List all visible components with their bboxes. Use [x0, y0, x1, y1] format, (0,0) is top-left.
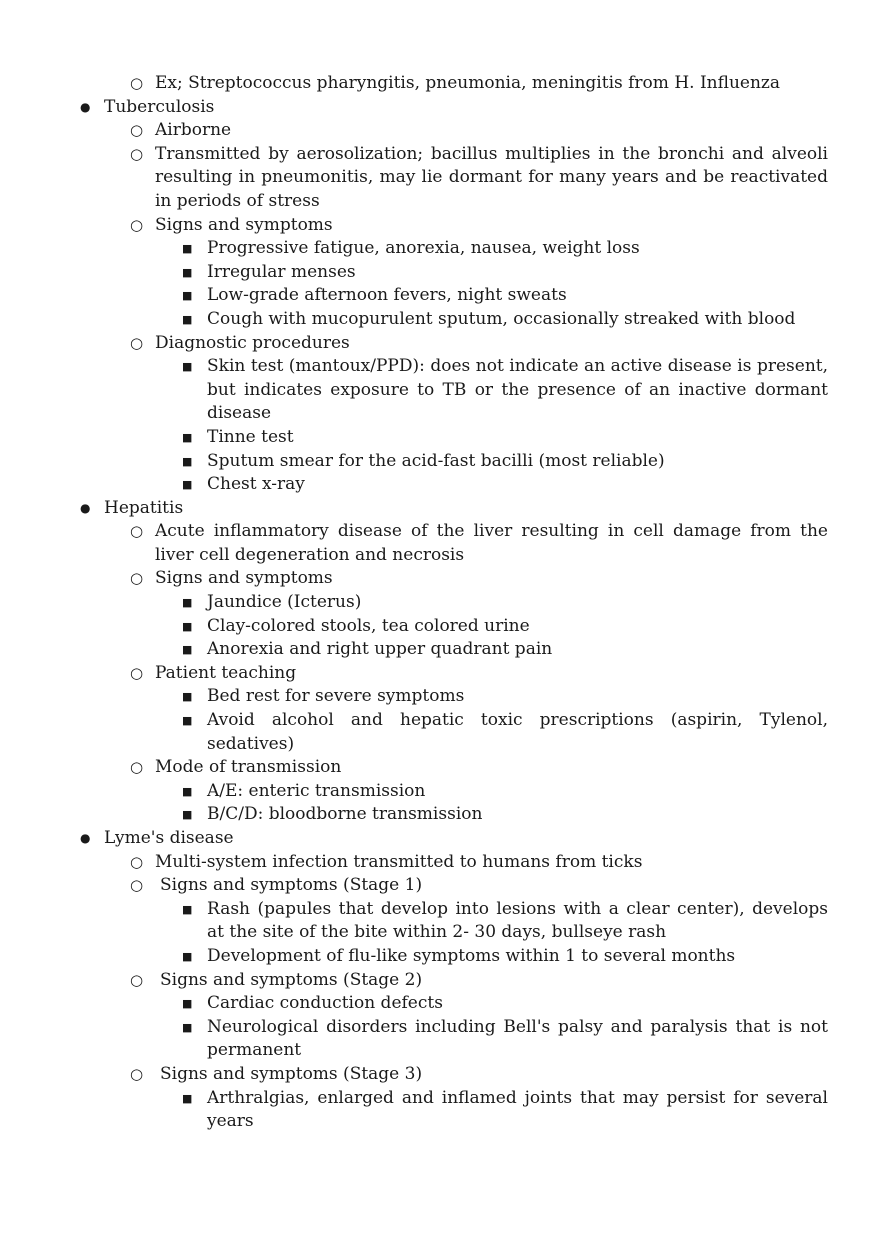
- subheading: Signs and symptoms: [155, 214, 333, 235]
- section-heading-lyme: [0, 827, 880, 851]
- circle-bullet-icon: ○: [130, 663, 144, 682]
- list-item: [0, 780, 880, 804]
- circle-bullet-icon: ○: [130, 144, 144, 163]
- list-item: [0, 308, 880, 332]
- square-bullet-icon: ■: [182, 1091, 193, 1105]
- item-text: Neurological disorders including Bell's palsy and paralysis that is not permanent: [207, 1016, 828, 1061]
- list-item: [0, 1016, 880, 1063]
- list-item: [0, 332, 880, 356]
- list-item: [0, 851, 880, 875]
- square-bullet-icon: ■: [182, 289, 193, 303]
- list-item: [0, 1063, 880, 1087]
- list-item: [0, 638, 880, 662]
- square-bullet-icon: ■: [182, 265, 193, 279]
- item-text: Tinne test: [207, 426, 294, 447]
- item-text: Transmitted by aerosolization; bacillus multiplies in the bronchi and alveoli resulting in pneumonitis, may lie dormant for many years and be reactivated in periods of stress: [155, 143, 828, 211]
- list-item: [0, 685, 880, 709]
- square-bullet-icon: ■: [182, 312, 193, 326]
- circle-bullet-icon: ○: [130, 74, 144, 92]
- subheading: Mode of transmission: [155, 757, 342, 778]
- square-bullet-icon: ■: [182, 478, 193, 492]
- list-item: [0, 261, 880, 285]
- item-text: Airborne: [155, 120, 232, 141]
- list-item: [0, 355, 880, 426]
- item-text: B/C/D: bloodborne transmission: [207, 804, 483, 825]
- item-text: Clay-colored stools, tea colored urine: [207, 615, 530, 636]
- circle-bullet-icon: ○: [130, 333, 144, 352]
- item-text: Arthralgias, enlarged and inflamed joints that may persist for several years: [207, 1087, 828, 1132]
- section-heading-tuberculosis: [0, 96, 880, 120]
- list-item: [0, 72, 880, 96]
- list-item: [0, 426, 880, 450]
- disc-bullet-icon: ●: [80, 500, 91, 515]
- list-item: [0, 874, 880, 898]
- list-item: [0, 520, 880, 567]
- circle-bullet-icon: ○: [130, 852, 144, 871]
- item-text: A/E: enteric transmission: [207, 780, 426, 801]
- circle-bullet-icon: ○: [130, 522, 144, 541]
- list-item: [0, 284, 880, 308]
- square-bullet-icon: ■: [182, 784, 193, 798]
- square-bullet-icon: ■: [182, 430, 193, 444]
- item-text: Cough with mucopurulent sputum, occasionally streaked with blood: [207, 308, 796, 329]
- section-heading-hepatitis: [0, 497, 880, 521]
- list-item: [0, 567, 880, 591]
- list-item: [0, 591, 880, 615]
- item-text: Acute inflammatory disease of the liver resulting in cell damage from the liver cell degeneration and necrosis: [155, 521, 828, 565]
- square-bullet-icon: ■: [182, 808, 193, 822]
- item-text: Multi-system infection transmitted to humans from ticks: [155, 851, 643, 872]
- example-text: Ex; Streptococcus pharyngitis, pneumonia, meningitis from H. Influenza: [155, 73, 780, 93]
- square-bullet-icon: ■: [182, 643, 193, 657]
- list-item: [0, 992, 880, 1016]
- square-bullet-icon: ■: [182, 690, 193, 704]
- list-item: [0, 615, 880, 639]
- square-bullet-icon: ■: [182, 454, 193, 468]
- list-item: [0, 143, 880, 214]
- item-text: Irregular menses: [207, 261, 356, 282]
- list-item: [0, 756, 880, 780]
- list-item: [0, 945, 880, 969]
- item-text: Chest x-ray: [207, 474, 305, 495]
- circle-bullet-icon: ○: [130, 569, 144, 588]
- square-bullet-icon: ■: [182, 714, 193, 728]
- circle-bullet-icon: ○: [130, 970, 144, 989]
- document-page: [0, 72, 880, 1134]
- subheading: Diagnostic procedures: [155, 332, 350, 353]
- circle-bullet-icon: ○: [130, 1064, 144, 1083]
- list-item: [0, 803, 880, 827]
- section-title: Hepatitis: [104, 497, 184, 518]
- subheading: Patient teaching: [155, 662, 297, 683]
- list-item: [0, 214, 880, 238]
- circle-bullet-icon: ○: [130, 121, 144, 140]
- list-item: [0, 1087, 880, 1134]
- subheading: Signs and symptoms: [155, 568, 333, 589]
- item-text: Avoid alcohol and hepatic toxic prescriptions (aspirin, Tylenol, sedatives): [207, 710, 828, 754]
- square-bullet-icon: ■: [182, 242, 193, 256]
- list-item: [0, 473, 880, 497]
- item-text: Cardiac conduction defects: [207, 993, 443, 1014]
- item-text: Sputum smear for the acid-fast bacilli (most reliable): [207, 450, 665, 471]
- list-item: [0, 709, 880, 756]
- list-item: [0, 662, 880, 686]
- subheading: Signs and symptoms (Stage 1): [160, 875, 423, 896]
- square-bullet-icon: ■: [182, 619, 193, 633]
- disc-bullet-icon: ●: [80, 831, 91, 845]
- section-title: Tuberculosis: [104, 96, 215, 117]
- square-bullet-icon: ■: [182, 596, 193, 610]
- square-bullet-icon: ■: [182, 997, 193, 1011]
- list-item: [0, 450, 880, 474]
- square-bullet-icon: ■: [182, 949, 193, 963]
- subheading: Signs and symptoms (Stage 3): [160, 1063, 423, 1084]
- list-item: [0, 237, 880, 261]
- list-item: [0, 119, 880, 143]
- item-text: Bed rest for severe symptoms: [207, 686, 465, 707]
- subheading: Signs and symptoms (Stage 2): [160, 969, 423, 990]
- list-item: [0, 969, 880, 993]
- square-bullet-icon: ■: [182, 360, 193, 374]
- item-text: Rash (papules that develop into lesions with a clear center), develops at the site of the bite within 2- 30 days, bullseye rash: [207, 898, 828, 943]
- item-text: Development of flu-like symptoms within 1 to several months: [207, 945, 736, 966]
- section-title: Lyme's disease: [104, 828, 234, 848]
- circle-bullet-icon: ○: [130, 215, 144, 234]
- disc-bullet-icon: ●: [80, 99, 91, 114]
- circle-bullet-icon: ○: [130, 876, 144, 895]
- square-bullet-icon: ■: [182, 902, 193, 916]
- item-text: Progressive fatigue, anorexia, nausea, weight loss: [207, 238, 640, 259]
- circle-bullet-icon: ○: [130, 758, 144, 777]
- item-text: Low-grade afternoon fevers, night sweats: [207, 285, 567, 306]
- square-bullet-icon: ■: [182, 1020, 193, 1034]
- item-text: Anorexia and right upper quadrant pain: [207, 639, 553, 660]
- list-item: [0, 898, 880, 945]
- item-text: Jaundice (Icterus): [207, 592, 362, 613]
- item-text: Skin test (mantoux/PPD): does not indicate an active disease is present, but indicates exposure to TB or the presence of an inactive dormant disease: [207, 356, 828, 424]
